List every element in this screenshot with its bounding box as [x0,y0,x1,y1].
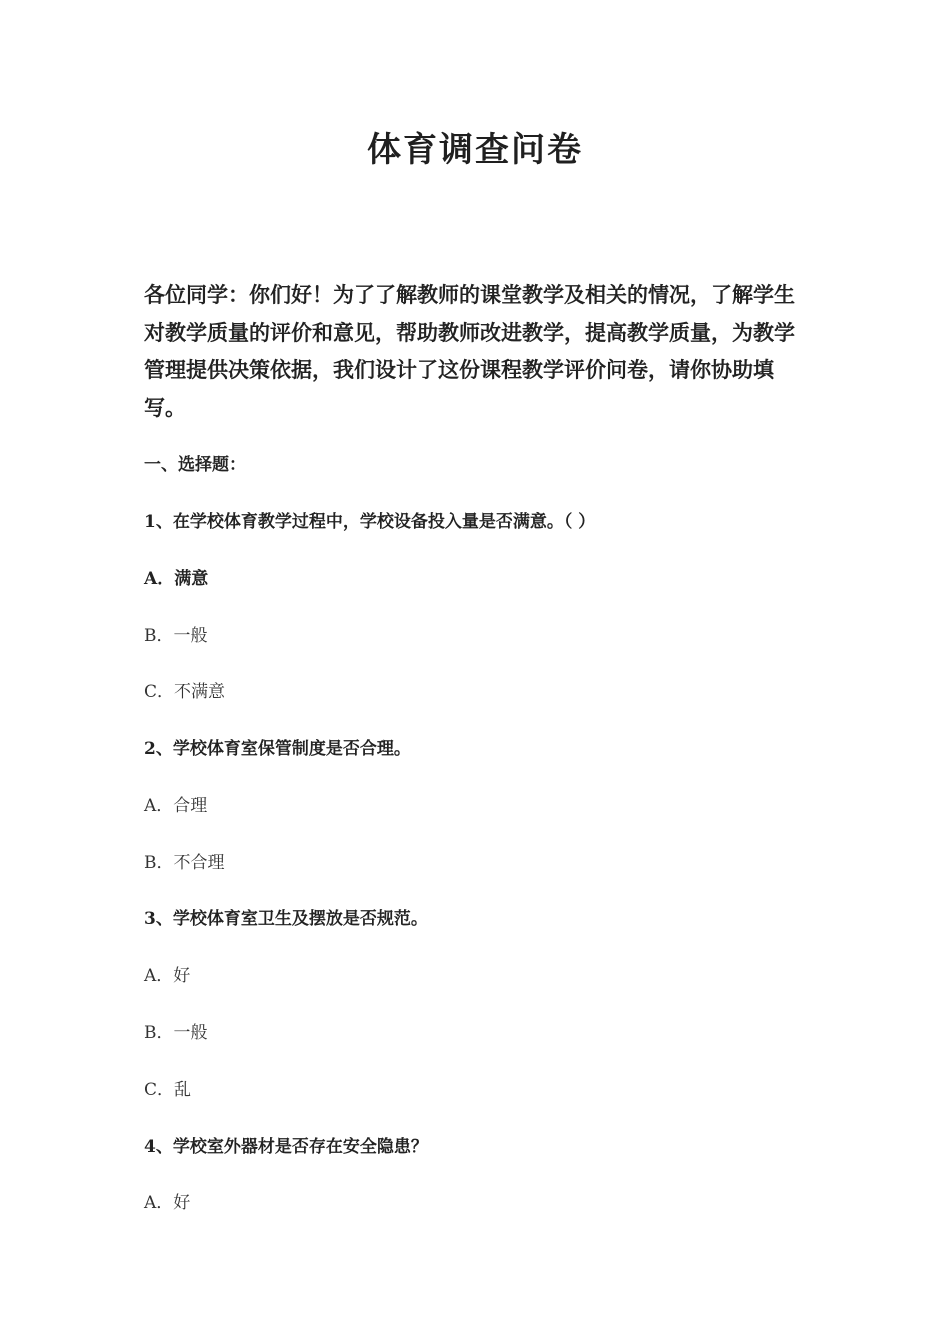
question-4: 4、学校室外器材是否存在安全隐患？ [144,1137,428,1157]
question-1-option-b: B．一般 [144,626,208,646]
page-title: 体育调查问卷 [367,130,583,170]
question-3-option-b: B．一般 [144,1023,208,1043]
question-1: 1、在学校体育教学过程中，学校设备投入量是否满意。（ ） [144,512,596,532]
question-3-option-c: C．乱 [144,1080,192,1100]
question-2-option-b: B．不合理 [144,853,225,873]
question-3-option-a: A．好 [144,966,191,986]
question-1-option-c: C．不满意 [144,682,226,702]
question-1-option-a: A．满意 [144,569,209,589]
question-2-option-a: A．合理 [144,796,208,816]
intro-paragraph: 各位同学：你们好！为了了解教师的课堂教学及相关的情况，了解学生对教学质量的评价和意见，帮助教师改进教学，提高教学质量，为教学管理提供决策依据，我们设计了这份课程教学评价问卷，请你协助填写。 [144,282,795,420]
section-heading: 一、选择题： [144,455,246,475]
question-2: 2、学校体育室保管制度是否合理。 [144,739,411,759]
question-4-option-a: A．好 [144,1193,191,1213]
question-3: 3、学校体育室卫生及摆放是否规范。 [144,909,428,929]
